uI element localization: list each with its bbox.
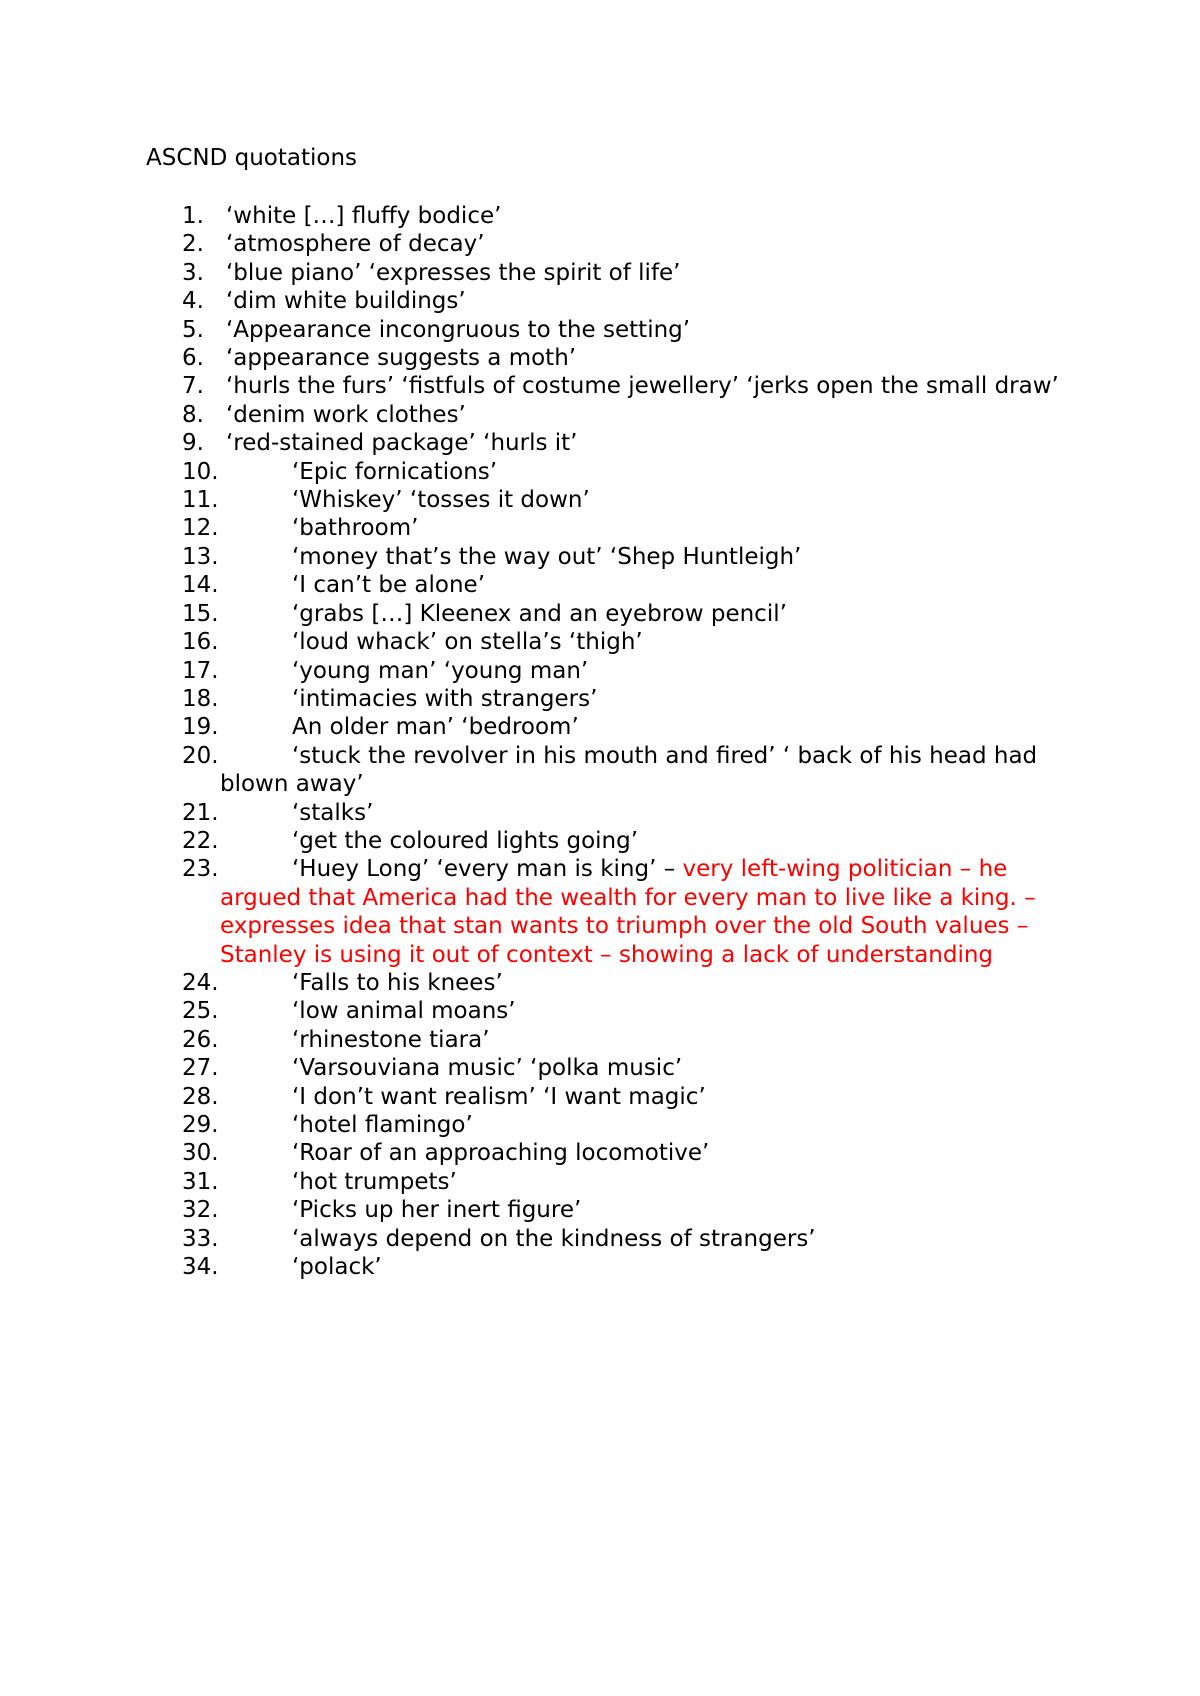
quotation-item [0,685,1200,713]
quotation-number: 12. [182,515,219,542]
quotation-number: 16. [182,629,219,656]
quotation-number: 4. [182,288,204,315]
quotation-number: 8. [182,401,204,428]
quotation-number: 25. [182,998,219,1025]
quotation-item [0,259,1200,287]
quotation-item [0,202,1200,230]
quotation-item [0,287,1200,315]
quotation-text: ‘intimacies with strangers’ [292,685,598,712]
quotation-item [0,1168,1200,1196]
quotation-number: 6. [182,345,204,372]
quotation-number: 29. [182,1112,219,1138]
quotation-item [0,742,1200,799]
quotation-number: 18. [182,685,219,712]
quotation-number: 17. [182,657,219,684]
quotation-number: 7. [182,373,204,400]
quotation-number: 13. [182,543,219,570]
quotation-text: ‘I can’t be alone’ [292,572,486,599]
quotation-text: ‘young man’ ‘young man’ [292,657,589,684]
quotation-list [0,202,1200,1281]
quotation-text: ‘atmosphere of decay’ [226,231,485,258]
quotation-text: ‘get the coloured lights going’ [292,827,639,854]
quotation-number: 26. [182,1026,219,1053]
quotation-item [0,997,1200,1025]
quotation-number: 9. [182,430,204,457]
quotation-number: 3. [182,259,204,286]
quotation-item [0,571,1200,599]
quotation-text: ‘stalks’ [292,799,374,826]
quotation-item [0,799,1200,827]
quotation-text: ‘bathroom’ [292,515,419,542]
quotation-text: ‘appearance suggests a moth’ [226,345,577,372]
quotation-text: ‘stuck the revolver in his mouth and fired’ ‘ back of his head had blown away’ [220,742,1038,798]
quotation-text: ‘blue piano’ ‘expresses the spirit of life’ [226,259,681,286]
quotation-text: An older man’ ‘bedroom’ [292,714,579,741]
quotation-text: ‘low animal moans’ [292,998,516,1025]
quotation-text: ‘always depend on the kindness of strangers’ [292,1225,816,1252]
quotation-number: 2. [182,231,204,258]
quotation-text: ‘Whiskey’ ‘tosses it down’ [292,487,590,514]
quotation-item [0,401,1200,429]
quotation-item [0,1054,1200,1082]
quotation-number: 32. [182,1197,219,1224]
quotation-number: 22. [182,827,219,854]
quotation-number: 15. [182,600,219,627]
quotation-text: ‘hotel flamingo’ [292,1112,473,1138]
quotation-item [0,543,1200,571]
quotation-item [0,1139,1200,1167]
quotation-text: ‘Appearance incongruous to the setting’ [226,316,691,343]
quotation-number: 19. [182,714,219,741]
quotation-item [0,600,1200,628]
quotation-text: ‘Roar of an approaching locomotive’ [292,1140,710,1167]
quotation-number: 5. [182,316,204,343]
document-title: ASCND quotations [146,145,358,171]
quotation-text: ‘grabs […] Kleenex and an eyebrow pencil’ [292,600,787,627]
annotation-note: very left-wing politician – he argued that America had the wealth for every man to live like a king. – expresses idea that stan wants to triumph over the old South values – Stanley is using it out of context – showing a lack of understanding [220,856,1036,968]
quotation-item [0,1196,1200,1224]
quotation-text: ‘hurls the furs’ ‘fistfuls of costume jewellery’ ‘jerks open the small draw’ [226,373,1059,400]
quotation-item [0,230,1200,258]
quotation-number: 28. [182,1083,219,1110]
quotation-item [0,969,1200,997]
quotation-item [0,372,1200,400]
quotation-item [0,316,1200,344]
quotation-text: ‘Picks up her inert figure’ [292,1197,582,1224]
quotation-number: 34. [182,1254,219,1281]
quotation-text: ‘money that’s the way out’ ‘Shep Huntleigh’ [292,543,802,570]
quotation-item [0,1111,1200,1139]
quotation-text: ‘Falls to his knees’ [292,969,503,996]
quotation-number: 33. [182,1225,219,1252]
quotation-item [0,628,1200,656]
quotation-text: ‘rhinestone tiara’ [292,1026,490,1053]
quotation-text: ‘I don’t want realism’ ‘I want magic’ [292,1083,706,1110]
quotation-number: 10. [182,458,219,485]
quotation-item [0,486,1200,514]
quotation-number: 20. [182,742,219,769]
quotation-text: ‘polack’ [292,1254,382,1281]
quotation-item [0,429,1200,457]
quotation-text: ‘denim work clothes’ [226,401,466,428]
quotation-text: ‘Varsouviana music’ ‘polka music’ [292,1055,683,1082]
quotation-text: ‘Huey Long’ ‘every man is king’ – [292,856,683,883]
quotation-item [0,458,1200,486]
quotation-item [0,344,1200,372]
quotation-number: 30. [182,1140,219,1167]
quotation-text: ‘red-stained package’ ‘hurls it’ [226,430,578,457]
quotation-text: ‘white […] fluffy bodice’ [226,203,502,229]
quotation-item [0,1225,1200,1253]
quotation-item [0,1253,1200,1281]
quotation-number: 27. [182,1055,219,1082]
quotation-text: ‘dim white buildings’ [226,288,466,315]
quotation-item [0,713,1200,741]
quotation-item [0,1083,1200,1111]
quotation-number: 23. [182,856,219,883]
quotation-text: ‘Epic fornications’ [292,458,498,485]
quotation-number: 11. [182,487,219,514]
quotation-number: 1. [182,203,204,229]
quotation-item [0,827,1200,855]
quotation-text: ‘hot trumpets’ [292,1168,457,1195]
quotation-number: 31. [182,1168,219,1195]
quotation-number: 14. [182,572,219,599]
quotation-item [0,514,1200,542]
quotation-number: 24. [182,969,219,996]
quotation-text: ‘loud whack’ on stella’s ‘thigh’ [292,629,643,656]
quotation-item [0,855,1200,969]
quotation-number: 21. [182,799,219,826]
quotation-item [0,1026,1200,1054]
quotation-item [0,657,1200,685]
